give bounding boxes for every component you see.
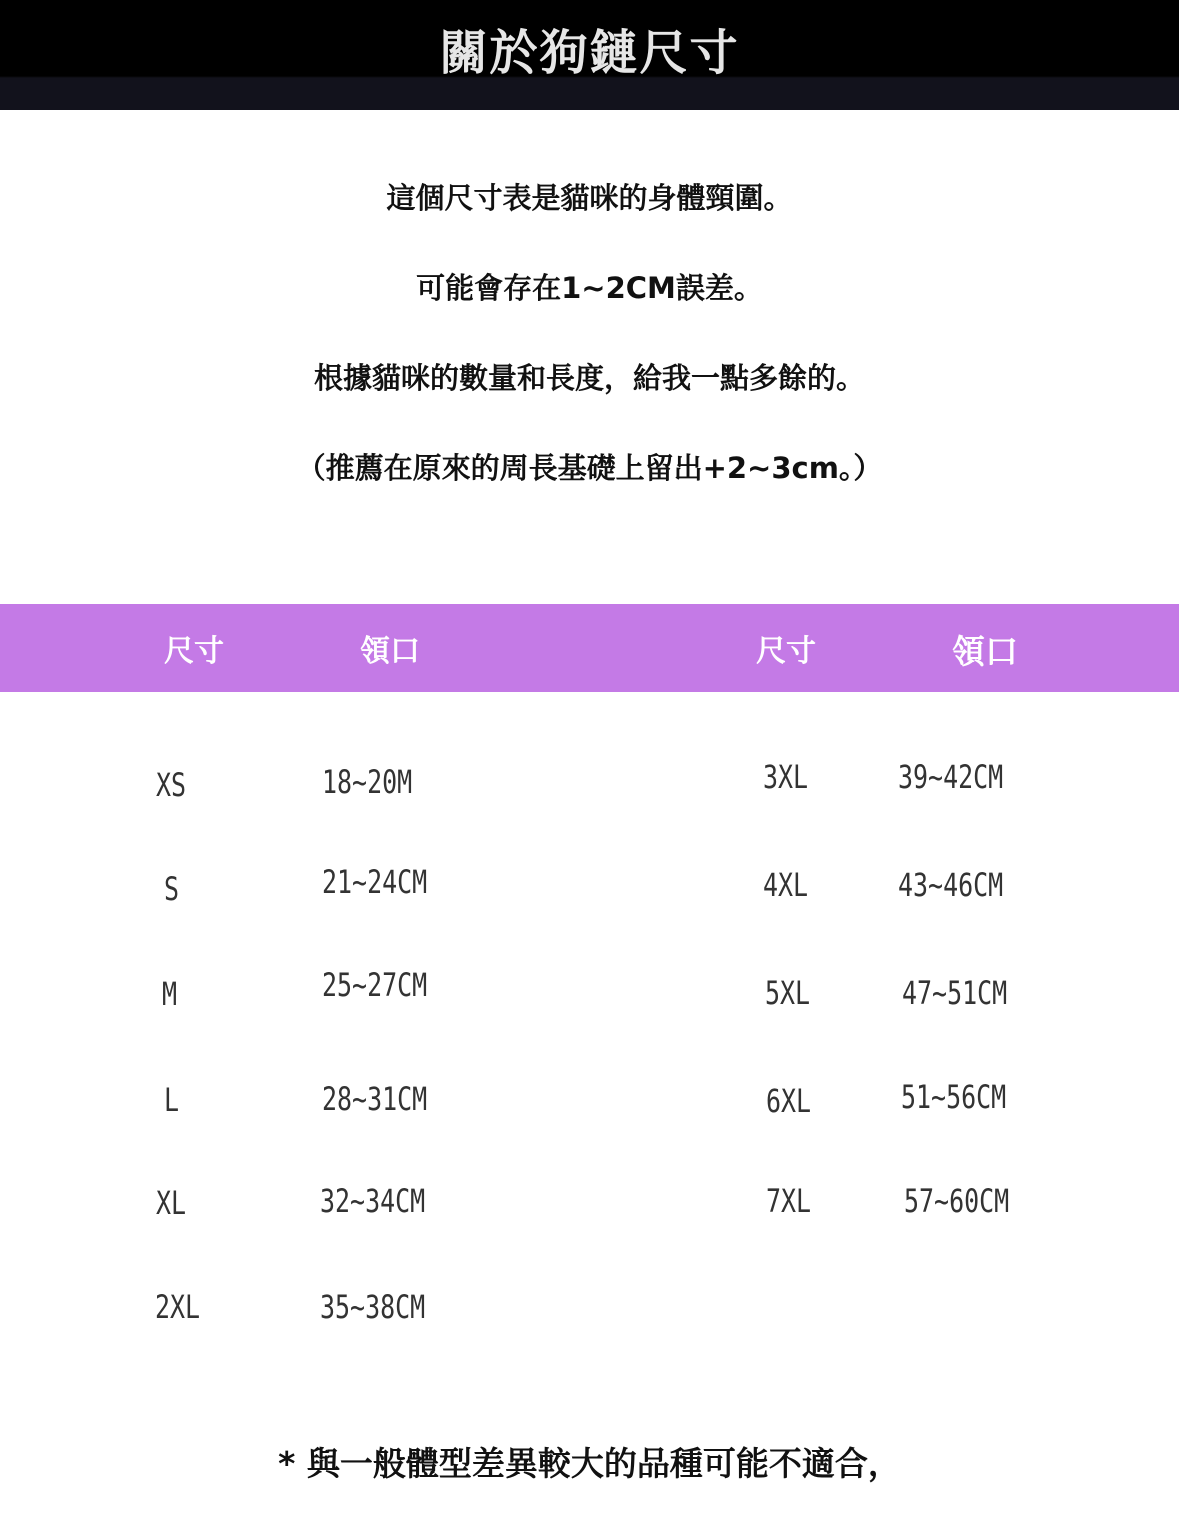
title-bar	[0, 0, 1179, 110]
table-header-band	[0, 604, 1179, 692]
left-row-3-neck: 25~27CM	[322, 966, 428, 1004]
right-row-4-neck: 51~56CM	[901, 1078, 1007, 1116]
header-left-neck: 領口	[360, 634, 420, 669]
header-right-neck: 領口	[952, 632, 1018, 671]
left-row-4-neck: 28~31CM	[322, 1080, 428, 1118]
left-row-5-neck: 32~34CM	[320, 1182, 426, 1220]
left-row-6-size: 2XL	[155, 1288, 201, 1326]
right-row-5-size: 7XL	[766, 1182, 812, 1220]
right-row-3-neck: 47~51CM	[902, 974, 1008, 1012]
right-row-3-size: 5XL	[765, 974, 811, 1012]
left-row-1-size: XS	[156, 766, 187, 804]
footer-note: * 與一般體型差異較大的品種可能不適合，	[278, 1444, 901, 1483]
right-row-2-neck: 43~46CM	[898, 866, 1004, 904]
header-right-size: 尺寸	[756, 634, 816, 669]
right-row-1-neck: 39~42CM	[898, 758, 1004, 796]
right-row-1-size: 3XL	[763, 758, 809, 796]
left-row-2-neck: 21~24CM	[322, 863, 428, 901]
left-row-3-size: M	[162, 975, 178, 1013]
page-title: 關於狗鏈尺寸	[439, 25, 740, 81]
note-line-2: 可能會存在1~2CM誤差。	[416, 271, 763, 305]
note-line-1: 這個尺寸表是貓咪的身體頸圍。	[386, 181, 793, 215]
right-row-2-size: 4XL	[763, 866, 809, 904]
left-row-1-neck: 18~20M	[322, 763, 413, 801]
right-row-5-neck: 57~60CM	[904, 1182, 1010, 1220]
left-row-2-size: S	[164, 870, 180, 908]
left-row-4-size: L	[164, 1081, 180, 1119]
note-line-4: （推薦在原來的周長基礎上留出+2~3cm。）	[296, 451, 883, 485]
left-row-6-neck: 35~38CM	[320, 1288, 426, 1326]
header-left-size: 尺寸	[164, 634, 224, 669]
right-row-4-size: 6XL	[766, 1082, 812, 1120]
left-row-5-size: XL	[156, 1184, 187, 1222]
note-line-3: 根據貓咪的數量和長度，給我一點多餘的。	[313, 361, 865, 395]
